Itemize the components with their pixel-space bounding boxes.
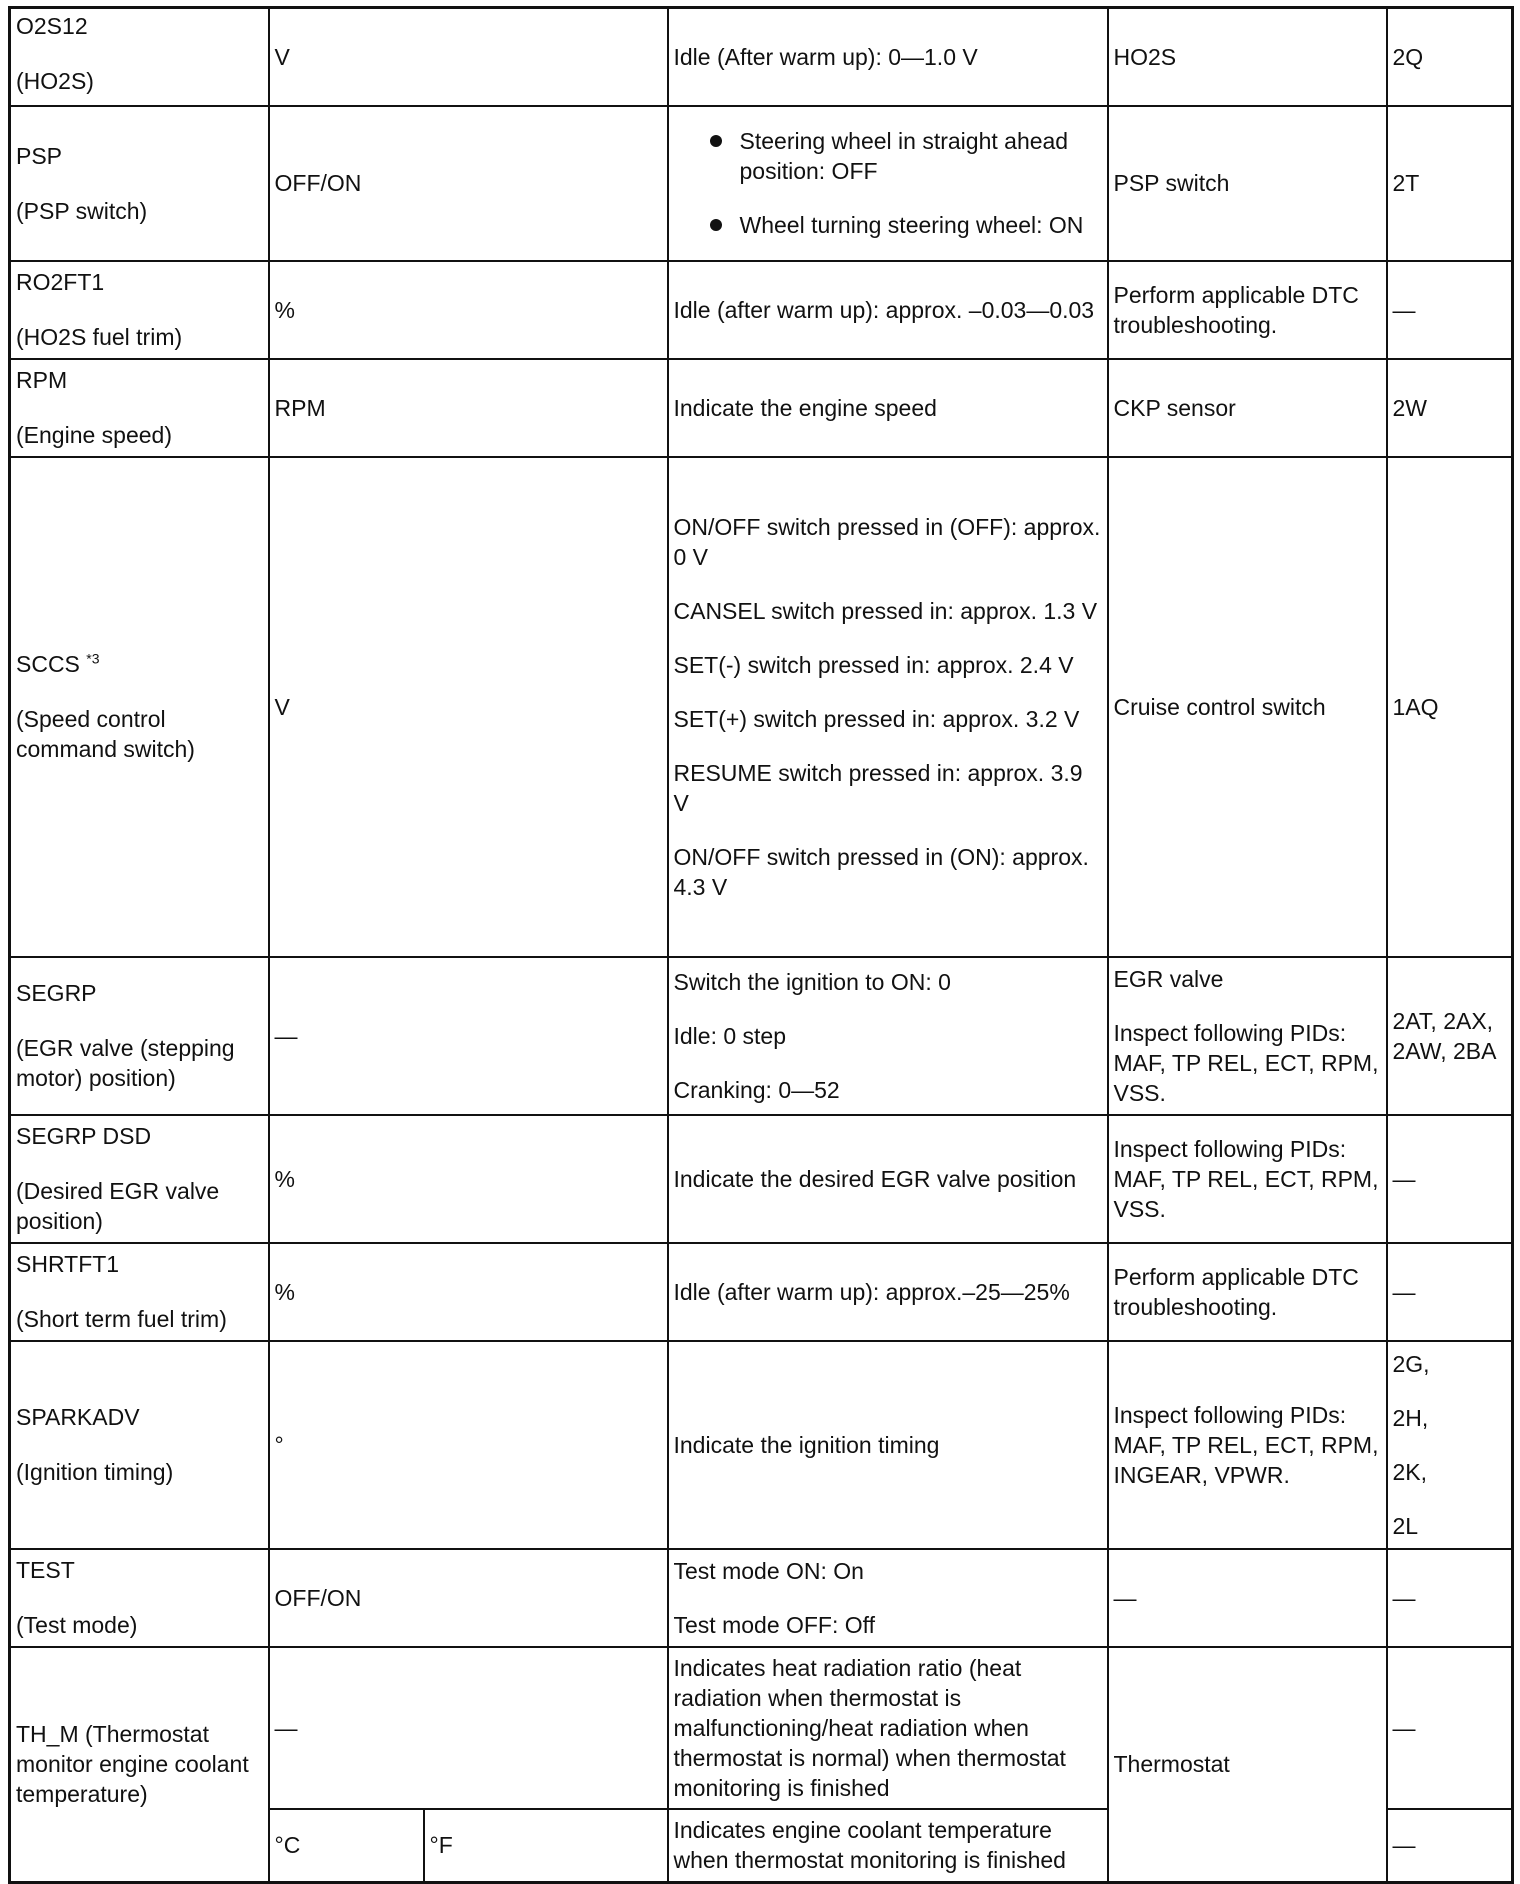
bullet-icon (710, 135, 722, 147)
terminal-text: 2L (1392, 1512, 1419, 1539)
condition-text: Steering wheel in straight ahead position: OFF (739, 128, 1069, 184)
footnote-mark: *3 (86, 650, 100, 667)
action-cell: CKP sensor (1108, 359, 1387, 457)
unit-cell: OFF/ON (269, 106, 668, 261)
unit-cell: — (269, 957, 668, 1115)
bullet-icon (710, 219, 722, 231)
action-text: Inspect following PIDs: MAF, TP REL, ECT, RPM, VSS. (1113, 1019, 1379, 1106)
pid-cell (10, 1115, 269, 1243)
pid-cell (10, 1243, 269, 1341)
terminal-cell: 2W (1387, 359, 1513, 457)
condition-text: Test mode OFF: Off (673, 1611, 876, 1638)
condition-cell: Indicate the desired EGR valve position (668, 1115, 1108, 1243)
pid-description: (Short term fuel trim) (16, 1306, 227, 1332)
unit-cell: ° (269, 1341, 668, 1549)
table-row (10, 1243, 1513, 1341)
terminal-cell: 2AT, 2AX, 2AW, 2BA (1387, 957, 1513, 1115)
terminal-cell: 2T (1387, 106, 1513, 261)
terminal-text: 2H, (1392, 1404, 1429, 1431)
condition-cell: Idle (after warm up): approx.–25—25% (668, 1243, 1108, 1341)
pid-table (8, 6, 1514, 1884)
terminal-cell: — (1387, 261, 1513, 359)
condition-text: Test mode ON: On (673, 1557, 864, 1584)
condition-text: RESUME switch pressed in: approx. 3.9 V (673, 759, 1083, 816)
table-row (10, 1549, 1513, 1647)
condition-bullet (674, 126, 1102, 186)
pid-description: (Ignition timing) (16, 1459, 174, 1485)
terminal-cell: — (1387, 1115, 1513, 1243)
condition-cell: Indicates heat radiation ratio (heat radiation when thermostat is malfunctioning/heat radiation when thermostat is normal) when thermostat monitoring is finished (668, 1647, 1108, 1809)
action-cell: Thermostat (1108, 1647, 1387, 1883)
terminal-cell: — (1387, 1243, 1513, 1341)
pid-cell (10, 957, 269, 1115)
action-cell: Inspect following PIDs: MAF, TP REL, ECT, RPM, VSS. (1108, 1115, 1387, 1243)
unit-cell: V (269, 8, 668, 106)
condition-cell: Idle (after warm up): approx. –0.03—0.03 (668, 261, 1108, 359)
pid-description: (Engine speed) (16, 422, 172, 448)
pid-code: TEST (16, 1557, 75, 1583)
pid-description: (HO2S) (16, 68, 94, 94)
action-text: EGR valve (1113, 965, 1224, 992)
unit-cell: — (269, 1647, 668, 1809)
pid-cell (10, 261, 269, 359)
table-row (10, 261, 1513, 359)
terminal-cell: 1AQ (1387, 457, 1513, 957)
action-cell: Perform applicable DTC troubleshooting. (1108, 261, 1387, 359)
action-cell: Perform applicable DTC troubleshooting. (1108, 1243, 1387, 1341)
pid-code: SEGRP DSD (16, 1123, 152, 1149)
condition-cell: Indicate the engine speed (668, 359, 1108, 457)
condition-cell: Indicates engine coolant temperature when thermostat monitoring is finished (668, 1809, 1108, 1883)
pid-code: RO2FT1 (16, 269, 105, 295)
pid-code: SEGRP (16, 980, 97, 1006)
action-cell: Cruise control switch (1108, 457, 1387, 957)
pid-code: SHRTFT1 (16, 1251, 120, 1277)
pid-code: PSP (16, 142, 63, 169)
condition-cell (668, 957, 1108, 1115)
table-row (10, 1341, 1513, 1549)
terminal-cell (1387, 1341, 1513, 1549)
pid-cell (10, 457, 269, 957)
table-row (10, 1115, 1513, 1243)
pid-description: (Desired EGR valve position) (16, 1178, 220, 1234)
condition-bullet (674, 210, 1102, 240)
action-cell: Inspect following PIDs: MAF, TP REL, ECT, RPM, INGEAR, VPWR. (1108, 1341, 1387, 1549)
pid-description: (Test mode) (16, 1612, 138, 1638)
pid-cell: TH_M (Thermostat monitor engine coolant temperature) (10, 1647, 269, 1883)
pid-code: O2S12 (16, 13, 88, 39)
terminal-cell: — (1387, 1809, 1513, 1883)
unit-fahrenheit-cell: °F (424, 1809, 668, 1883)
terminal-text: 2K, (1392, 1458, 1428, 1485)
pid-description: (Speed control command switch) (16, 706, 195, 762)
pid-cell (10, 8, 269, 106)
condition-cell (668, 1549, 1108, 1647)
condition-text: SET(-) switch pressed in: approx. 2.4 V (673, 651, 1074, 678)
unit-cell: V (269, 457, 668, 957)
unit-cell: % (269, 1243, 668, 1341)
condition-text: ON/OFF switch pressed in (ON): approx. 4.3 V (673, 843, 1089, 900)
unit-cell: % (269, 1115, 668, 1243)
pid-cell (10, 106, 269, 261)
action-cell: HO2S (1108, 8, 1387, 106)
pid-cell (10, 359, 269, 457)
terminal-cell: — (1387, 1647, 1513, 1809)
table-row (10, 1647, 1513, 1809)
pid-code: RPM (16, 367, 68, 393)
pid-description: (EGR valve (stepping motor) position) (16, 1035, 235, 1091)
condition-text: ON/OFF switch pressed in (OFF): approx. 0 V (673, 513, 1101, 570)
pid-cell (10, 1549, 269, 1647)
unit-cell: RPM (269, 359, 668, 457)
terminal-text: 2G, (1392, 1350, 1430, 1377)
condition-text: Switch the ignition to ON: 0 (673, 968, 951, 995)
pid-description: (HO2S fuel trim) (16, 324, 183, 350)
condition-cell: Indicate the ignition timing (668, 1341, 1108, 1549)
pid-code: SCCS $^{*3}$ (16, 650, 100, 677)
table-row (10, 106, 1513, 261)
condition-text: CANSEL switch pressed in: approx. 1.3 V (673, 597, 1098, 624)
condition-text: Wheel turning steering wheel: ON (739, 212, 1084, 238)
action-cell: PSP switch (1108, 106, 1387, 261)
condition-text: Cranking: 0—52 (673, 1076, 840, 1103)
pid-description: (PSP switch) (16, 197, 148, 224)
condition-text: Idle: 0 step (673, 1022, 787, 1049)
condition-cell (668, 457, 1108, 957)
terminal-cell: — (1387, 1549, 1513, 1647)
unit-cell: % (269, 261, 668, 359)
pid-code: SPARKADV (16, 1404, 140, 1430)
table-row (10, 457, 1513, 957)
condition-cell (668, 106, 1108, 261)
table-row (10, 359, 1513, 457)
pid-cell (10, 1341, 269, 1549)
condition-text: SET(+) switch pressed in: approx. 3.2 V (673, 705, 1080, 732)
unit-cell: OFF/ON (269, 1549, 668, 1647)
unit-celsius-cell: °C (269, 1809, 424, 1883)
table-row (10, 957, 1513, 1115)
condition-cell: Idle (After warm up): 0—1.0 V (668, 8, 1108, 106)
action-cell (1108, 957, 1387, 1115)
terminal-cell: 2Q (1387, 8, 1513, 106)
action-cell: — (1108, 1549, 1387, 1647)
table-row (10, 8, 1513, 106)
